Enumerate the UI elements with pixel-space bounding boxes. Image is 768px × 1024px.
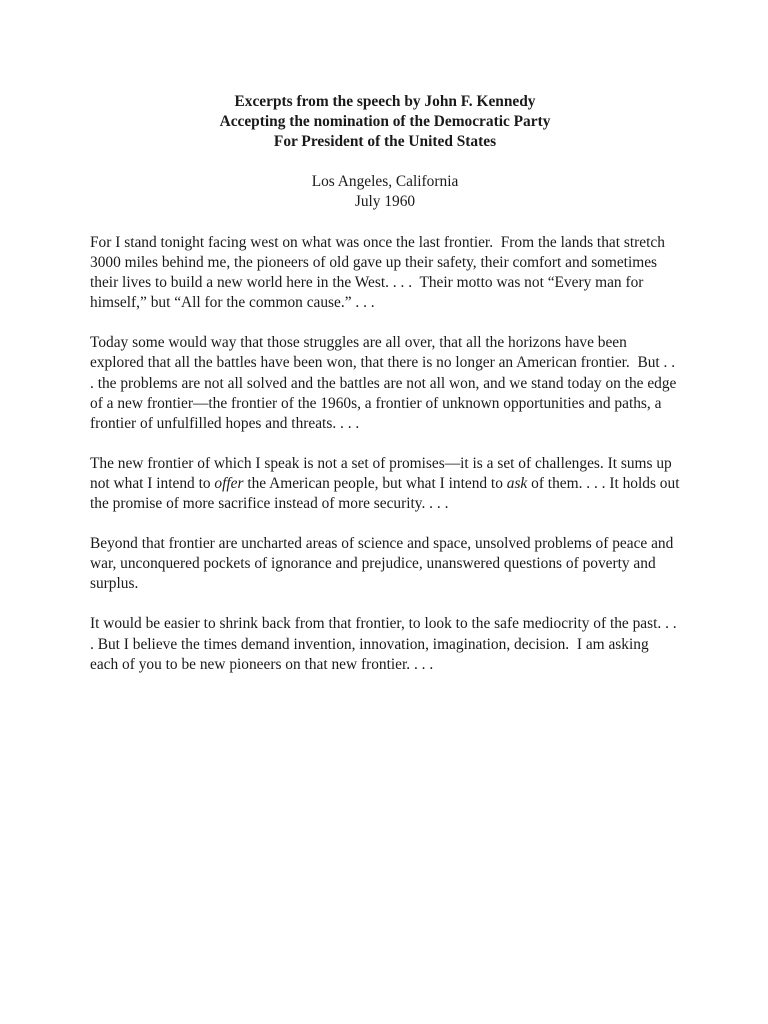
paragraph-3-text-b: the American people, but what I intend to bbox=[243, 474, 507, 492]
paragraph-5-text: It would be easier to shrink back from that frontier, to look to the safe mediocrity of the past. . . . But I believe the times demand invention, innovation, imagination, decision. I am asking each of you to be new pioneers on that new frontier. . . . bbox=[90, 615, 681, 673]
paragraph-2-text: Today some would way that those struggles are all over, that all the horizons have been explored that all the battles have been won, that there is no longer an American frontier. But . . . the problems are not all solved and the battles are not all won, and we stand today on the edge of a new frontier—the frontier of the 1960s, a frontier of unknown opportunities and paths, a frontier of unfulfilled hopes and threats. . . . bbox=[90, 334, 681, 432]
paragraph-4-text: Beyond that frontier are uncharted areas of science and space, unsolved problems of peace and war, unconquered pockets of ignorance and prejudice, unanswered questions of poverty and surplus. bbox=[90, 535, 678, 593]
date: July 1960 bbox=[354, 193, 416, 210]
title-line-3: For President of the United States bbox=[273, 133, 497, 150]
speech-body bbox=[90, 233, 684, 675]
title-line-2: Accepting the nomination of the Democratic Party bbox=[219, 113, 551, 130]
paragraph-1 bbox=[90, 233, 680, 313]
paragraph-2 bbox=[90, 333, 680, 433]
location: Los Angeles, California bbox=[311, 173, 459, 190]
paragraph-4 bbox=[90, 534, 680, 594]
title-line-1: Excerpts from the speech by John F. Kennedy bbox=[234, 93, 536, 110]
paragraph-3-text-c: of them. . . . It holds out the promise of more sacrifice instead of more security. . . . bbox=[90, 474, 684, 513]
paragraph-3-emphasis-ask: ask bbox=[506, 474, 528, 492]
paragraph-3-emphasis-offer: offer bbox=[214, 474, 244, 492]
place-and-date bbox=[90, 172, 680, 212]
paragraph-3 bbox=[90, 454, 684, 514]
paragraph-1-text: For I stand tonight facing west on what was once the last frontier. From the lands that stretch 3000 miles behind me, the pioneers of old gave up their safety, their comfort and sometimes their lives to build a new world here in the West. . . . Their motto was not “Every man for himself,” but “All for the common cause.” . . . bbox=[90, 234, 669, 312]
document-title bbox=[90, 92, 680, 152]
paragraph-5 bbox=[90, 614, 680, 674]
paragraph-3-text-a: The new frontier of which I speak is not a set of promises—it is a set of challenges. It sums up not what I intend to bbox=[90, 454, 676, 492]
